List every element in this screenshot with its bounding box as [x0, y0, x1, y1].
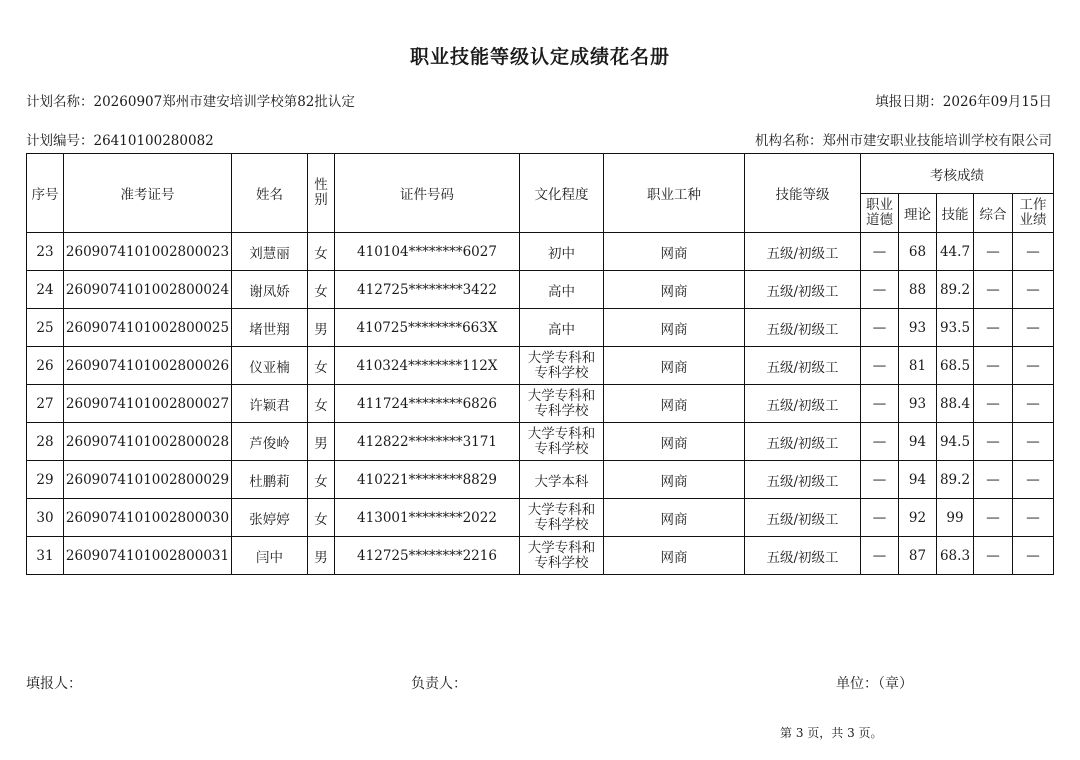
header-ethics	[861, 194, 899, 233]
cell-skill-level: 五级/初级工	[745, 309, 861, 347]
cell-skill-level: 五级/初级工	[745, 347, 861, 385]
cell-gender: 女	[308, 271, 335, 309]
cell-name: 刘慧丽	[232, 233, 308, 271]
cell-gender: 男	[308, 423, 335, 461]
header-skill: 技能	[937, 194, 974, 233]
cell-job: 网商	[604, 271, 745, 309]
education-line2: 专科学校	[534, 364, 589, 381]
cell-work: —	[1013, 537, 1054, 575]
cell-name: 闫中	[232, 537, 308, 575]
cell-ethics: —	[861, 461, 899, 499]
cell-skill: 68.3	[937, 537, 974, 575]
cell-theory: 93	[899, 309, 937, 347]
cell-gender: 女	[308, 233, 335, 271]
cell-skill-level: 五级/初级工	[745, 461, 861, 499]
cell-work: —	[1013, 271, 1054, 309]
cell-theory: 68	[899, 233, 937, 271]
cell-id-number: 410221********8829	[335, 461, 520, 499]
cell-ethics: —	[861, 537, 899, 575]
cell-overall: —	[974, 423, 1013, 461]
education-line1: 初中	[548, 245, 575, 262]
cell-gender: 男	[308, 537, 335, 575]
cell-name: 芦俊岭	[232, 423, 308, 461]
roster-body	[27, 233, 1054, 575]
table-row	[27, 385, 1054, 423]
cell-education	[520, 309, 604, 347]
header-gender	[308, 154, 335, 233]
table-row	[27, 233, 1054, 271]
cell-work: —	[1013, 309, 1054, 347]
cell-skill-level: 五级/初级工	[745, 423, 861, 461]
plan-number: 计划编号：26410100280082	[26, 133, 214, 149]
cell-work: —	[1013, 499, 1054, 537]
cell-seq: 25	[27, 309, 64, 347]
cell-name: 谢凤娇	[232, 271, 308, 309]
header-ethics-line1: 职业	[866, 197, 893, 213]
cell-overall: —	[974, 537, 1013, 575]
cell-job: 网商	[604, 461, 745, 499]
education-line1: 高中	[548, 283, 575, 300]
cell-ticket-number: 2609074101002800024	[64, 271, 232, 309]
cell-gender: 女	[308, 385, 335, 423]
cell-job: 网商	[604, 385, 745, 423]
cell-ethics: —	[861, 385, 899, 423]
cell-education	[520, 385, 604, 423]
cell-id-number: 412822********3171	[335, 423, 520, 461]
header-job: 职业工种	[604, 154, 745, 233]
education-line1: 高中	[548, 321, 575, 338]
cell-seq: 23	[27, 233, 64, 271]
cell-name: 张婷婷	[232, 499, 308, 537]
cell-work: —	[1013, 461, 1054, 499]
header-work	[1013, 194, 1054, 233]
cell-job: 网商	[604, 347, 745, 385]
document-title: 职业技能等级认定成绩花名册	[409, 46, 670, 68]
cell-job: 网商	[604, 537, 745, 575]
header-id-number: 证件号码	[335, 154, 520, 233]
cell-gender: 女	[308, 347, 335, 385]
table-row	[27, 461, 1054, 499]
cell-skill: 93.5	[937, 309, 974, 347]
cell-name: 仪亚楠	[232, 347, 308, 385]
cell-ethics: —	[861, 233, 899, 271]
score-roster-table	[26, 153, 1054, 575]
cell-education	[520, 423, 604, 461]
cell-education	[520, 347, 604, 385]
cell-ticket-number: 2609074101002800029	[64, 461, 232, 499]
cell-theory: 94	[899, 461, 937, 499]
cell-theory: 87	[899, 537, 937, 575]
cell-theory: 93	[899, 385, 937, 423]
cell-seq: 28	[27, 423, 64, 461]
fill-date: 填报日期：2026年09月15日	[875, 94, 1052, 110]
cell-ticket-number: 2609074101002800023	[64, 233, 232, 271]
education-line1: 大学专科和	[527, 349, 596, 366]
cell-skill: 94.5	[937, 423, 974, 461]
cell-skill: 89.2	[937, 461, 974, 499]
header-theory: 理论	[899, 194, 937, 233]
cell-overall: —	[974, 309, 1013, 347]
cell-skill-level: 五级/初级工	[745, 233, 861, 271]
cell-education	[520, 499, 604, 537]
cell-job: 网商	[604, 233, 745, 271]
education-line1: 大学本科	[534, 473, 589, 490]
cell-ticket-number: 2609074101002800027	[64, 385, 232, 423]
header-overall: 综合	[974, 194, 1013, 233]
cell-ethics: —	[861, 423, 899, 461]
header-gender-line2: 别	[314, 192, 328, 208]
header-work-line1: 工作	[1019, 197, 1047, 213]
cell-seq: 24	[27, 271, 64, 309]
education-line1: 大学专科和	[527, 425, 596, 442]
cell-gender: 男	[308, 309, 335, 347]
unit-seal-label: 单位：（章）	[836, 676, 913, 692]
cell-seq: 30	[27, 499, 64, 537]
table-row	[27, 309, 1054, 347]
page-number: 第 3 页，共 3 页。	[780, 726, 883, 740]
cell-id-number: 410104********6027	[335, 233, 520, 271]
cell-skill: 68.5	[937, 347, 974, 385]
cell-theory: 94	[899, 423, 937, 461]
cell-job: 网商	[604, 423, 745, 461]
header-name: 姓名	[232, 154, 308, 233]
cell-id-number: 412725********2216	[335, 537, 520, 575]
table-row	[27, 537, 1054, 575]
table-row	[27, 347, 1054, 385]
cell-skill-level: 五级/初级工	[745, 499, 861, 537]
table-row	[27, 271, 1054, 309]
header-education: 文化程度	[520, 154, 604, 233]
cell-id-number: 412725********3422	[335, 271, 520, 309]
cell-work: —	[1013, 423, 1054, 461]
leader-label: 负责人：	[411, 676, 467, 692]
cell-ethics: —	[861, 347, 899, 385]
header-ethics-line2: 道德	[866, 212, 893, 228]
cell-seq: 29	[27, 461, 64, 499]
education-line2: 专科学校	[534, 554, 589, 571]
cell-overall: —	[974, 385, 1013, 423]
header-scores: 考核成绩	[861, 154, 1054, 194]
header-ticket-number: 准考证号	[64, 154, 232, 233]
cell-ticket-number: 2609074101002800030	[64, 499, 232, 537]
cell-gender: 女	[308, 499, 335, 537]
cell-ticket-number: 2609074101002800026	[64, 347, 232, 385]
cell-overall: —	[974, 461, 1013, 499]
cell-skill: 89.2	[937, 271, 974, 309]
cell-skill: 44.7	[937, 233, 974, 271]
cell-name: 杜鹏莉	[232, 461, 308, 499]
education-line2: 专科学校	[534, 516, 589, 533]
cell-work: —	[1013, 347, 1054, 385]
cell-seq: 27	[27, 385, 64, 423]
education-line1: 大学专科和	[527, 387, 596, 404]
education-line2: 专科学校	[534, 440, 589, 457]
cell-ethics: —	[861, 499, 899, 537]
table-row	[27, 423, 1054, 461]
cell-overall: —	[974, 271, 1013, 309]
table-row	[27, 499, 1054, 537]
cell-skill-level: 五级/初级工	[745, 385, 861, 423]
cell-ticket-number: 2609074101002800031	[64, 537, 232, 575]
cell-id-number: 410324********112X	[335, 347, 520, 385]
cell-work: —	[1013, 385, 1054, 423]
cell-overall: —	[974, 233, 1013, 271]
plan-name: 计划名称：20260907郑州市建安培训学校第82批认定	[26, 94, 355, 110]
cell-seq: 26	[27, 347, 64, 385]
cell-job: 网商	[604, 499, 745, 537]
header-skill-level: 技能等级	[745, 154, 861, 233]
cell-education	[520, 461, 604, 499]
cell-gender: 女	[308, 461, 335, 499]
education-line1: 大学专科和	[527, 501, 596, 518]
cell-skill-level: 五级/初级工	[745, 537, 861, 575]
cell-id-number: 410725********663X	[335, 309, 520, 347]
header-seq: 序号	[27, 154, 64, 233]
cell-education	[520, 271, 604, 309]
cell-theory: 81	[899, 347, 937, 385]
organization-name: 机构名称：郑州市建安职业技能培训学校有限公司	[755, 133, 1052, 149]
cell-ethics: —	[861, 271, 899, 309]
cell-skill: 99	[937, 499, 974, 537]
cell-ethics: —	[861, 309, 899, 347]
header-work-line2: 业绩	[1019, 212, 1047, 228]
cell-overall: —	[974, 499, 1013, 537]
cell-seq: 31	[27, 537, 64, 575]
cell-ticket-number: 2609074101002800028	[64, 423, 232, 461]
cell-name: 许颖君	[232, 385, 308, 423]
cell-skill: 88.4	[937, 385, 974, 423]
cell-name: 堵世翔	[232, 309, 308, 347]
cell-job: 网商	[604, 309, 745, 347]
cell-education	[520, 233, 604, 271]
header-gender-line1: 性	[314, 177, 328, 193]
education-line1: 大学专科和	[527, 539, 596, 556]
cell-id-number: 411724********6826	[335, 385, 520, 423]
education-line2: 专科学校	[534, 402, 589, 419]
cell-overall: —	[974, 347, 1013, 385]
cell-id-number: 413001********2022	[335, 499, 520, 537]
cell-ticket-number: 2609074101002800025	[64, 309, 232, 347]
cell-theory: 88	[899, 271, 937, 309]
filler-label: 填报人：	[26, 676, 82, 692]
cell-work: —	[1013, 233, 1054, 271]
cell-theory: 92	[899, 499, 937, 537]
cell-skill-level: 五级/初级工	[745, 271, 861, 309]
cell-education	[520, 537, 604, 575]
